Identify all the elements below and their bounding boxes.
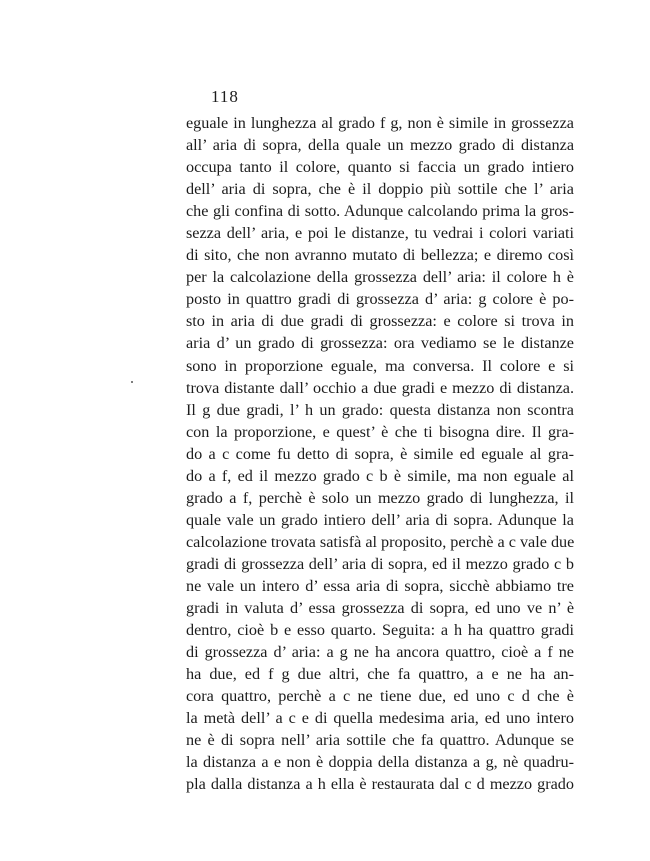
page-number: 118 xyxy=(211,87,239,106)
text-line: con la proporzione, e quest’ è che ti bisogna dire. Il gra- xyxy=(186,422,574,441)
text-line: calcolazione trovata satisfà al proposito, perchè a c vale due xyxy=(186,532,574,551)
text-line: all’ aria di sopra, della quale un mezzo grado di distanza xyxy=(186,136,574,155)
text-line: per la calcolazione della grossezza dell’ aria: il colore h è xyxy=(186,268,574,287)
text-line: grado a f, perchè è solo un mezzo grado di lunghezza, il xyxy=(186,488,574,507)
margin-mark xyxy=(131,381,133,383)
text-line: gradi di grossezza dell’ aria di sopra, ed il mezzo grado c b xyxy=(186,554,574,573)
text-line: di sito, che non avranno mutato di bellezza; e diremo così xyxy=(186,246,574,265)
text-line: cora quattro, perchè a c ne tiene due, ed uno c d che è xyxy=(186,687,574,706)
text-line: eguale in lunghezza al grado f g, non è simile in grossezza xyxy=(186,114,574,132)
text-line: trova distante dall’ occhio a due gradi e mezzo di distanza. xyxy=(186,378,574,397)
text-line: ne è di sopra nell’ aria sottile che fa quattro. Adunque se xyxy=(186,731,574,750)
text-line: Il g due gradi, l’ h un grado: questa distanza non scontra xyxy=(186,400,574,419)
body-text xyxy=(186,112,574,795)
text-line: di grossezza d’ aria: a g ne ha ancora quattro, cioè a f ne xyxy=(186,643,574,662)
text-line: aria d’ un grado di grossezza: ora vediamo se le distanze xyxy=(186,334,574,353)
text-line: gradi in valuta d’ essa grossezza di sopra, ed uno ve n’ è xyxy=(186,599,574,618)
text-line: ne vale un intero d’ essa aria di sopra, sicchè abbiamo tre xyxy=(186,576,574,595)
text-line: sono in proporzione eguale, ma conversa. Il colore e si xyxy=(186,356,574,375)
text-line: ha due, ed f g due altri, che fa quattro, a e ne ha an- xyxy=(186,665,574,684)
text-line: quale vale un grado intiero dell’ aria di sopra. Adunque la xyxy=(186,510,574,529)
text-line: posto in quattro gradi di grossezza d’ aria: g colore è po- xyxy=(186,290,574,309)
text-line: dentro, cioè b e esso quarto. Seguita: a h ha quattro gradi xyxy=(186,621,574,640)
text-line: do a c come fu detto di sopra, è simile ed eguale al gra- xyxy=(186,444,574,463)
text-line: sezza dell’ aria, e poi le distanze, tu vedrai i colori variati xyxy=(186,224,574,243)
text-line: do a f, ed il mezzo grado c b è simile, ma non eguale al xyxy=(186,466,574,485)
text-line: la metà dell’ a c e di quella medesima aria, ed uno intero xyxy=(186,709,574,728)
text-line: pla dalla distanza a h ella è restaurata dal c d mezzo grado xyxy=(186,775,574,794)
text-line: dell’ aria di sopra, che è il doppio più sottile che l’ aria xyxy=(186,180,574,199)
text-line: che gli confina di sotto. Adunque calcolando prima la gros- xyxy=(186,202,574,221)
text-line: la distanza a e non è doppia della distanza a g, nè quadru- xyxy=(186,753,574,772)
text-line: sto in aria di due gradi di grossezza: e colore si trova in xyxy=(186,312,574,331)
text-line: occupa tanto il colore, quanto si faccia un grado intiero xyxy=(186,158,574,177)
